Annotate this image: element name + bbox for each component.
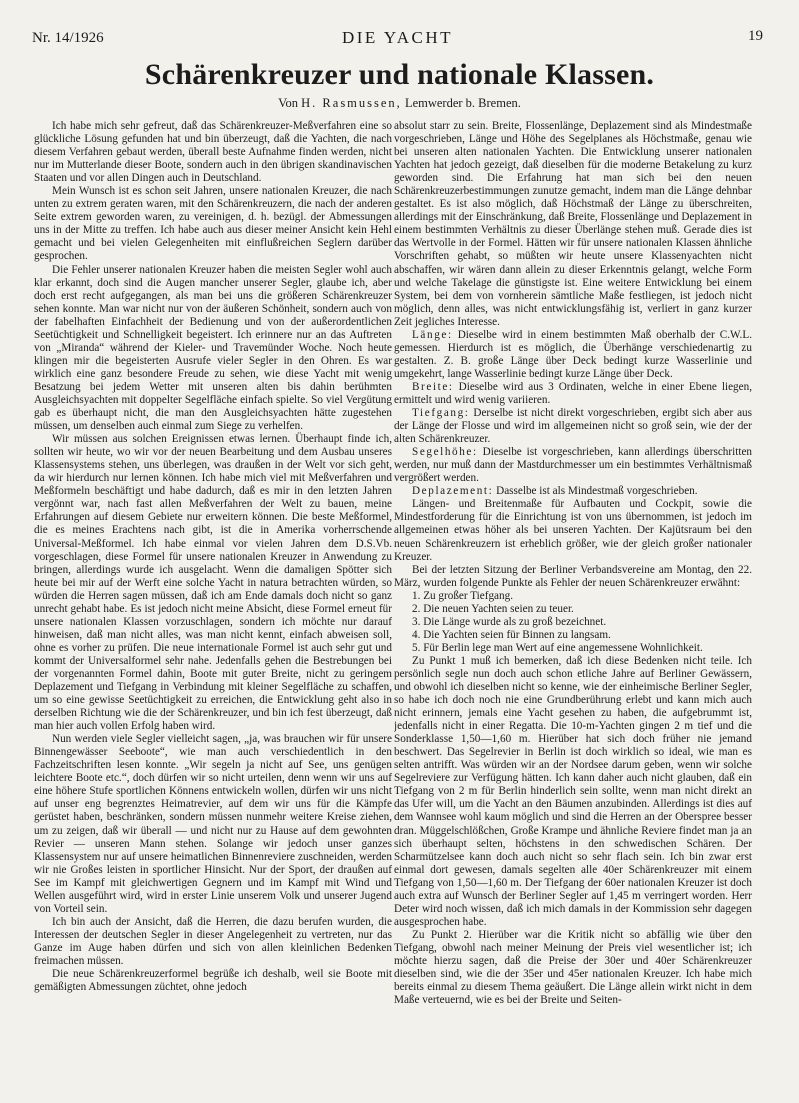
author-name: H. Rasmussen, <box>301 96 402 110</box>
paragraph: Nun werden viele Segler vielleicht sagen, „ja, was brauchen wir für unsere Binnengewässer Seeboote“, wie man auch verschiedentlich in den Fachzeitschriften lesen konnte. „Wir segeln ja nicht auf See, uns genügen leichtere Boote etc.“, doch dürfen wir so nicht urteilen, denn wenn wir uns auf eine höhere Stufe sportlichen Könnens entwickeln wollen, dürfen wir uns nicht auf unser eng begrenztes Heimatrevier, auf dem wir uns für die Kämpfe gerüstet haben, beschränken, sondern müssen nunmehr weitere Kreise ziehen, um zu zeigen, daß wir überall — und nicht nur zu Hause auf dem gewohnten Revier — unseren Mann stehen. Solange wir jedoch unser ganzes Klassensystem nur auf unsere heimatlichen Binnenreviere zuschneiden, werden wir nie Großes leisten in sportlicher Hinsicht. Nur der Sport, der draußen auf See im Kampf mit gleichwertigen Gegnern und im Kampf mit Wind und Wellen ausgeführt wird, wird in erster Linie unserem Volk und unserer Jugend von Vorteil sein. <box>34 733 392 915</box>
paragraph: absolut starr zu sein. Breite, Flossenlänge, Deplazement sind als Mindestmaße vorgeschrieben, Länge und Höhe des Segelplanes als Höchstmaße, genau wie bei unseren alten nationalen Yachten. Die Entwicklung unserer nationalen Yachten hat jedoch gezeigt, daß dieselben für die moderne Betakelung zu kurz geworden sind. Die Erfahrung hat man sich bei den neuen Schärenkreuzerbestimmungen zunutze gemacht, indem man die Länge dehnbar gestaltet. Es ist also möglich, daß Höchstmaß der Länge zu überschreiten, allerdings mit der Einschränkung, daß Breite, Flossenlänge und Deplazement in einem bestimmten Verhältnis zu dieser Überlänge stehen muß. Gerade dies ist das Wertvolle in der Formel. Hätten wir für unsere nationalen Klassen ähnliche Vorschriften gehabt, so müßten wir heute unsere Klassenyachten nicht abschaffen, wir wären dann allein zu dieser Erkenntnis gelangt, welche Form und welche Takelage die günstigste ist. Eine weitere Entwicklung bei einem System, bei dem von vornherein sämtliche Maße festliegen, ist jedoch nicht möglich, denn alles, was nicht entwicklungsfähig ist, verliert in ganz kurzer Zeit jegliches Interesse. <box>394 120 752 328</box>
list-item: 4. Die Yachten seien für Binnen zu langsam. <box>412 628 611 641</box>
dimension-entry <box>394 446 752 485</box>
dimension-entry <box>394 407 752 446</box>
left-column <box>34 120 392 1090</box>
paragraph: Wir müssen aus solchen Ereignissen etwas lernen. Überhaupt finde ich, sollten wir heute, wo wir vor der neuen Bearbeitung und dem Ausbau unseres Klassensystems stehen, uns überlegen, was draußen in der Welt vor sich geht, da wir hierdurch nur lernen können. Ich habe mich viel mit Meßverfahren und Meßformeln beschäftigt und habe dadurch, daß es mir in den letzten Jahren vergönnt war, nach fast allen Meßverfahren der Welt zu bauen, meine Erfahrungen auf diesem Gebiete nur erweitern können. Die beste Meßformel, die es meines Erachtens nach gibt, ist die in Amerika vorherrschende Universal-Meßformel. Ich habe einmal vor vielen Jahren dem D.S.Vb. vorgeschlagen, diese Formel für unsere nationalen Kreuzer in Anwendung zu bringen, allerdings wurde ich ausgelacht. Wenn die damaligen Spötter sich heute bei mir auf der Werft eine solche Yacht in natura betrachten würden, so würden die Herren sagen müssen, daß ich am Ende damals doch nicht so ganz unrecht gehabt habe. Es ist jedoch nicht meine Absicht, diese Formel erneut für unsere nationalen Klassen vorzuschlagen, sondern ich möchte nur darauf hinweisen, daß man nicht alles, was man nicht kennt, einfach abweisen soll, ohne es vorher zu prüfen. Die neue internationale Formel ist auch sehr gut und kommt der Universalformel sehr nahe. Jedenfalls gehen die Bestrebungen bei der vorgenannten Formel dahin, Boote mit guter Breite, nicht zu geringem Deplazement und Tiefgang in Verbindung mit kleiner Segelfläche zu schaffen, um so eine gewisse Seetüchtigkeit zu erreichen, die Entwicklung geht also in derselben Richtung wie die der Schärenkreuzer, und bin ich fest überzeugt, daß man hier auch vollen Erfolg haben wird. <box>34 433 392 733</box>
paragraph: Mein Wunsch ist es schon seit Jahren, unsere nationalen Kreuzer, die nach unten zu extrem geraten waren, mit den Schärenkreuzern, die nach der anderen Seite extrem geworden waren, zu vereinigen, d. h. bezügl. der Abmessungen uns in der Mitte zu treffen. Ich habe auch aus dieser meiner Ansicht kein Hehl gemacht und bei vielen Gelegenheiten mit einflußreichen Seglern darüber gesprochen. <box>34 185 392 263</box>
byline-prefix: Von <box>278 96 299 110</box>
page-header <box>32 26 763 50</box>
dimension-term: Breite: <box>412 380 454 393</box>
dimension-entry <box>394 381 752 407</box>
author-location: Lemwerder b. Bremen. <box>404 96 521 110</box>
article-title: Schärenkreuzer und nationale Klassen. <box>144 58 655 91</box>
paragraph: Bei der letzten Sitzung der Berliner Verbandsvereine am Montag, den 22. März, wurden folgende Punkte als Fehler der neuen Schärenkreuzer erwähnt: <box>394 563 752 589</box>
faults-list <box>394 590 752 655</box>
dimension-term: Länge: <box>412 328 453 341</box>
paragraph: Längen- und Breitenmaße für Aufbauten und Cockpit, sowie die Mindestforderung für die Einrichtung ist von uns übernommen, ist jedoch im allgemeinen etwas höher als bei unseren Yachten. Der Kajütsraum bei den neuen Schärenkreuzern ist erheblich größer, wie der gleich großer nationaler Kreuzer. <box>394 498 752 563</box>
paragraph: Zu Punkt 2. Hierüber war die Kritik nicht so abfällig wie über den Tiefgang, obwohl nach meiner Meinung der Preis viel wesentlicher ist; ich möchte hierzu sagen, daß die Preise der 30er und 40er Schärenkreuzer dieselben sind, wie die der 35er und 45er nationalen Kreuzer. Ich habe mich bereits einmal zu diesem Thema geäußert. Die Länge allein wirkt nicht in dem Maße verteuernd, wie es bei der Breite und Seiten- <box>394 928 752 1007</box>
paragraph: Ich habe mich sehr gefreut, daß das Schärenkreuzer-Meßverfahren eine so glückliche Lösung gefunden hat und bin überzeugt, daß die Yachten, die nach diesem Verfahren gebaut werden, überall beste Aufnahme finden werden, nicht nur im Mutterlande dieser Boote, sondern auch in den übrigen skandinavischen Staaten und vor allen Dingen auch in Deutschland. <box>34 120 392 185</box>
magazine-name: DIE YACHT <box>341 28 454 47</box>
paragraph: Die Fehler unserer nationalen Kreuzer haben die meisten Segler wohl auch klar erkannt, doch sind die Augen mancher unserer Segler, glaube ich, aber doch erst recht aufgegangen, als man bei uns die größeren Schärenkreuzer sehen konnte. Man war nicht nur von der äußeren Schönheit, sondern auch von der fabelhaften Einfachheit der Bedienung und von der außerordentlichen Seetüchtigkeit und Schnelligkeit begeistert. Ich erinnere nur an das Auftreten von „Miranda“ während der Kieler- und Travemünder Woche. Noch heute klingen mir die begeisterten Ausrufe vieler Segler in den Ohren. Es war wirklich eine ganz besondere Freude zu sehen, wie diese Yacht mit wenig Besatzung bei jedem Wetter mit unseren alten bis dahin berühmten Ausgleichsyachten mit doppelter Segelfläche einfach spielte. So viel Vergütung gab es überhaupt nicht, die man den Ausgleichsyachten hätte zugestehen müssen, um denselben auch einmal zum Siege zu verhelfen. <box>34 263 392 433</box>
dimension-text: Dieselbe ist vorgeschrieben, kann allerdings überschritten werden, nur muß dann der Mastdurchmesser um ein bestimmtes Verhältnismaß vergrößert werden. <box>394 446 752 485</box>
list-item: 5. Für Berlin lege man Wert auf eine angemessene Wohnlichkeit. <box>412 641 703 654</box>
list-item: 3. Die Länge wurde als zu groß bezeichnet. <box>412 615 607 628</box>
dimension-text: Derselbe ist nicht direkt vorgeschrieben, ergibt sich aber aus der Länge der Flosse und wird im allgemeinen nicht so groß sein, wie der der alten Schärenkreuzer. <box>394 407 752 446</box>
dimension-text: Dieselbe wird in einem bestimmten Maß oberhalb der C.W.L. gemessen. Hierdurch ist es möglich, die Überhänge verschiedenartig zu gestalten. Z. B. große Länge über Deck bedingt kurze Wasserlinie und umgekehrt, lange Wasserlinie bedingt kurze Länge über Deck. <box>394 328 752 380</box>
list-item: 2. Die neuen Yachten seien zu teuer. <box>412 602 574 615</box>
paragraph: Die neue Schärenkreuzerformel begrüße ich deshalb, weil sie Boote mit gemäßigten Abmessungen züchtet, ohne jedoch <box>34 968 392 994</box>
paragraph: Ich bin auch der Ansicht, daß die Herren, die dazu berufen wurden, die Interessen der deutschen Segler in dieser Angelegenheit zu vertreten, nur das Ganze im Auge haben dürfen und sich von allen kleinlichen Bedenken freimachen müssen. <box>34 915 392 967</box>
dimension-text: Dieselbe wird aus 3 Ordinaten, welche in einer Ebene liegen, ermittelt und wird wenig variieren. <box>394 380 752 406</box>
dimension-entry <box>394 485 752 498</box>
dimension-term: Segelhöhe: <box>412 446 478 459</box>
list-item: 1. Zu großer Tiefgang. <box>412 589 513 602</box>
dimension-text: Dasselbe ist als Mindestmaß vorgeschrieben. <box>496 485 698 498</box>
paragraph: Zu Punkt 1 muß ich bemerken, daß ich diese Bedenken nicht teile. Ich persönlich segle nun doch auch schon etliche Jahre auf Berliner Gewässern, und obwohl ich dieselben nicht so kenne, wie der einheimische Berliner Segler, so habe ich doch noch nie eine Grundberührung erlebt und kann mich auch nicht erinnern, jemals eine Yacht gesehen zu haben, die aufgebrummt ist, jedenfalls nicht in einer Regatta. Die 10-m-Yachten gingen 2 m tief und die Sonderklasse 1,50—1,60 m. Hierüber hat sich doch früher nie jemand beschwert. Das Segelrevier in Berlin ist doch wirklich so ideal, wie man es selten antrifft. Was würden wir an der Nordsee darum geben, wenn wir solche Segelreviere zur Verfügung hätten. Ich kann daher auch nicht glauben, daß ein Tiefgang von 2 m für Berlin hinderlich sein sollte, wenn man nicht direkt an das Ufer will, um die Yacht an den Bäumen anzubinden. Allerdings ist dies auf dem Wannsee wohl kaum möglich und sind die Herren an der Oberspree besser dran. Müggelschlößchen, Große Krampe und ähnliche Reviere findet man ja an sich überhaupt selten, höchstens in den schwedischen Schären. Der Scharmützelsee kann doch auch nicht so sehr flach sein. Ich bin zwar erst einmal dort gewesen, damals segelten alle 40er Schärenkreuzer mit einem Tiefgang von 1,50—1,60 m. Der Tiefgang der 60er nationalen Kreuzer ist doch auch extra auf Wunsch der Berliner Segler auf 1,45 m verringert worden. Herr Deter wird noch wissen, daß ich mich damals in der Kommission sehr dagegen ausgesprochen habe. <box>394 654 752 928</box>
dimension-term: Deplazement: <box>412 485 494 498</box>
right-column <box>394 120 752 1090</box>
dimension-term: Tiefgang: <box>412 407 470 420</box>
dimension-entry <box>394 329 752 381</box>
page-number: 19 <box>748 28 763 44</box>
issue-number: Nr. 14/1926 <box>32 30 104 46</box>
byline <box>0 96 799 111</box>
